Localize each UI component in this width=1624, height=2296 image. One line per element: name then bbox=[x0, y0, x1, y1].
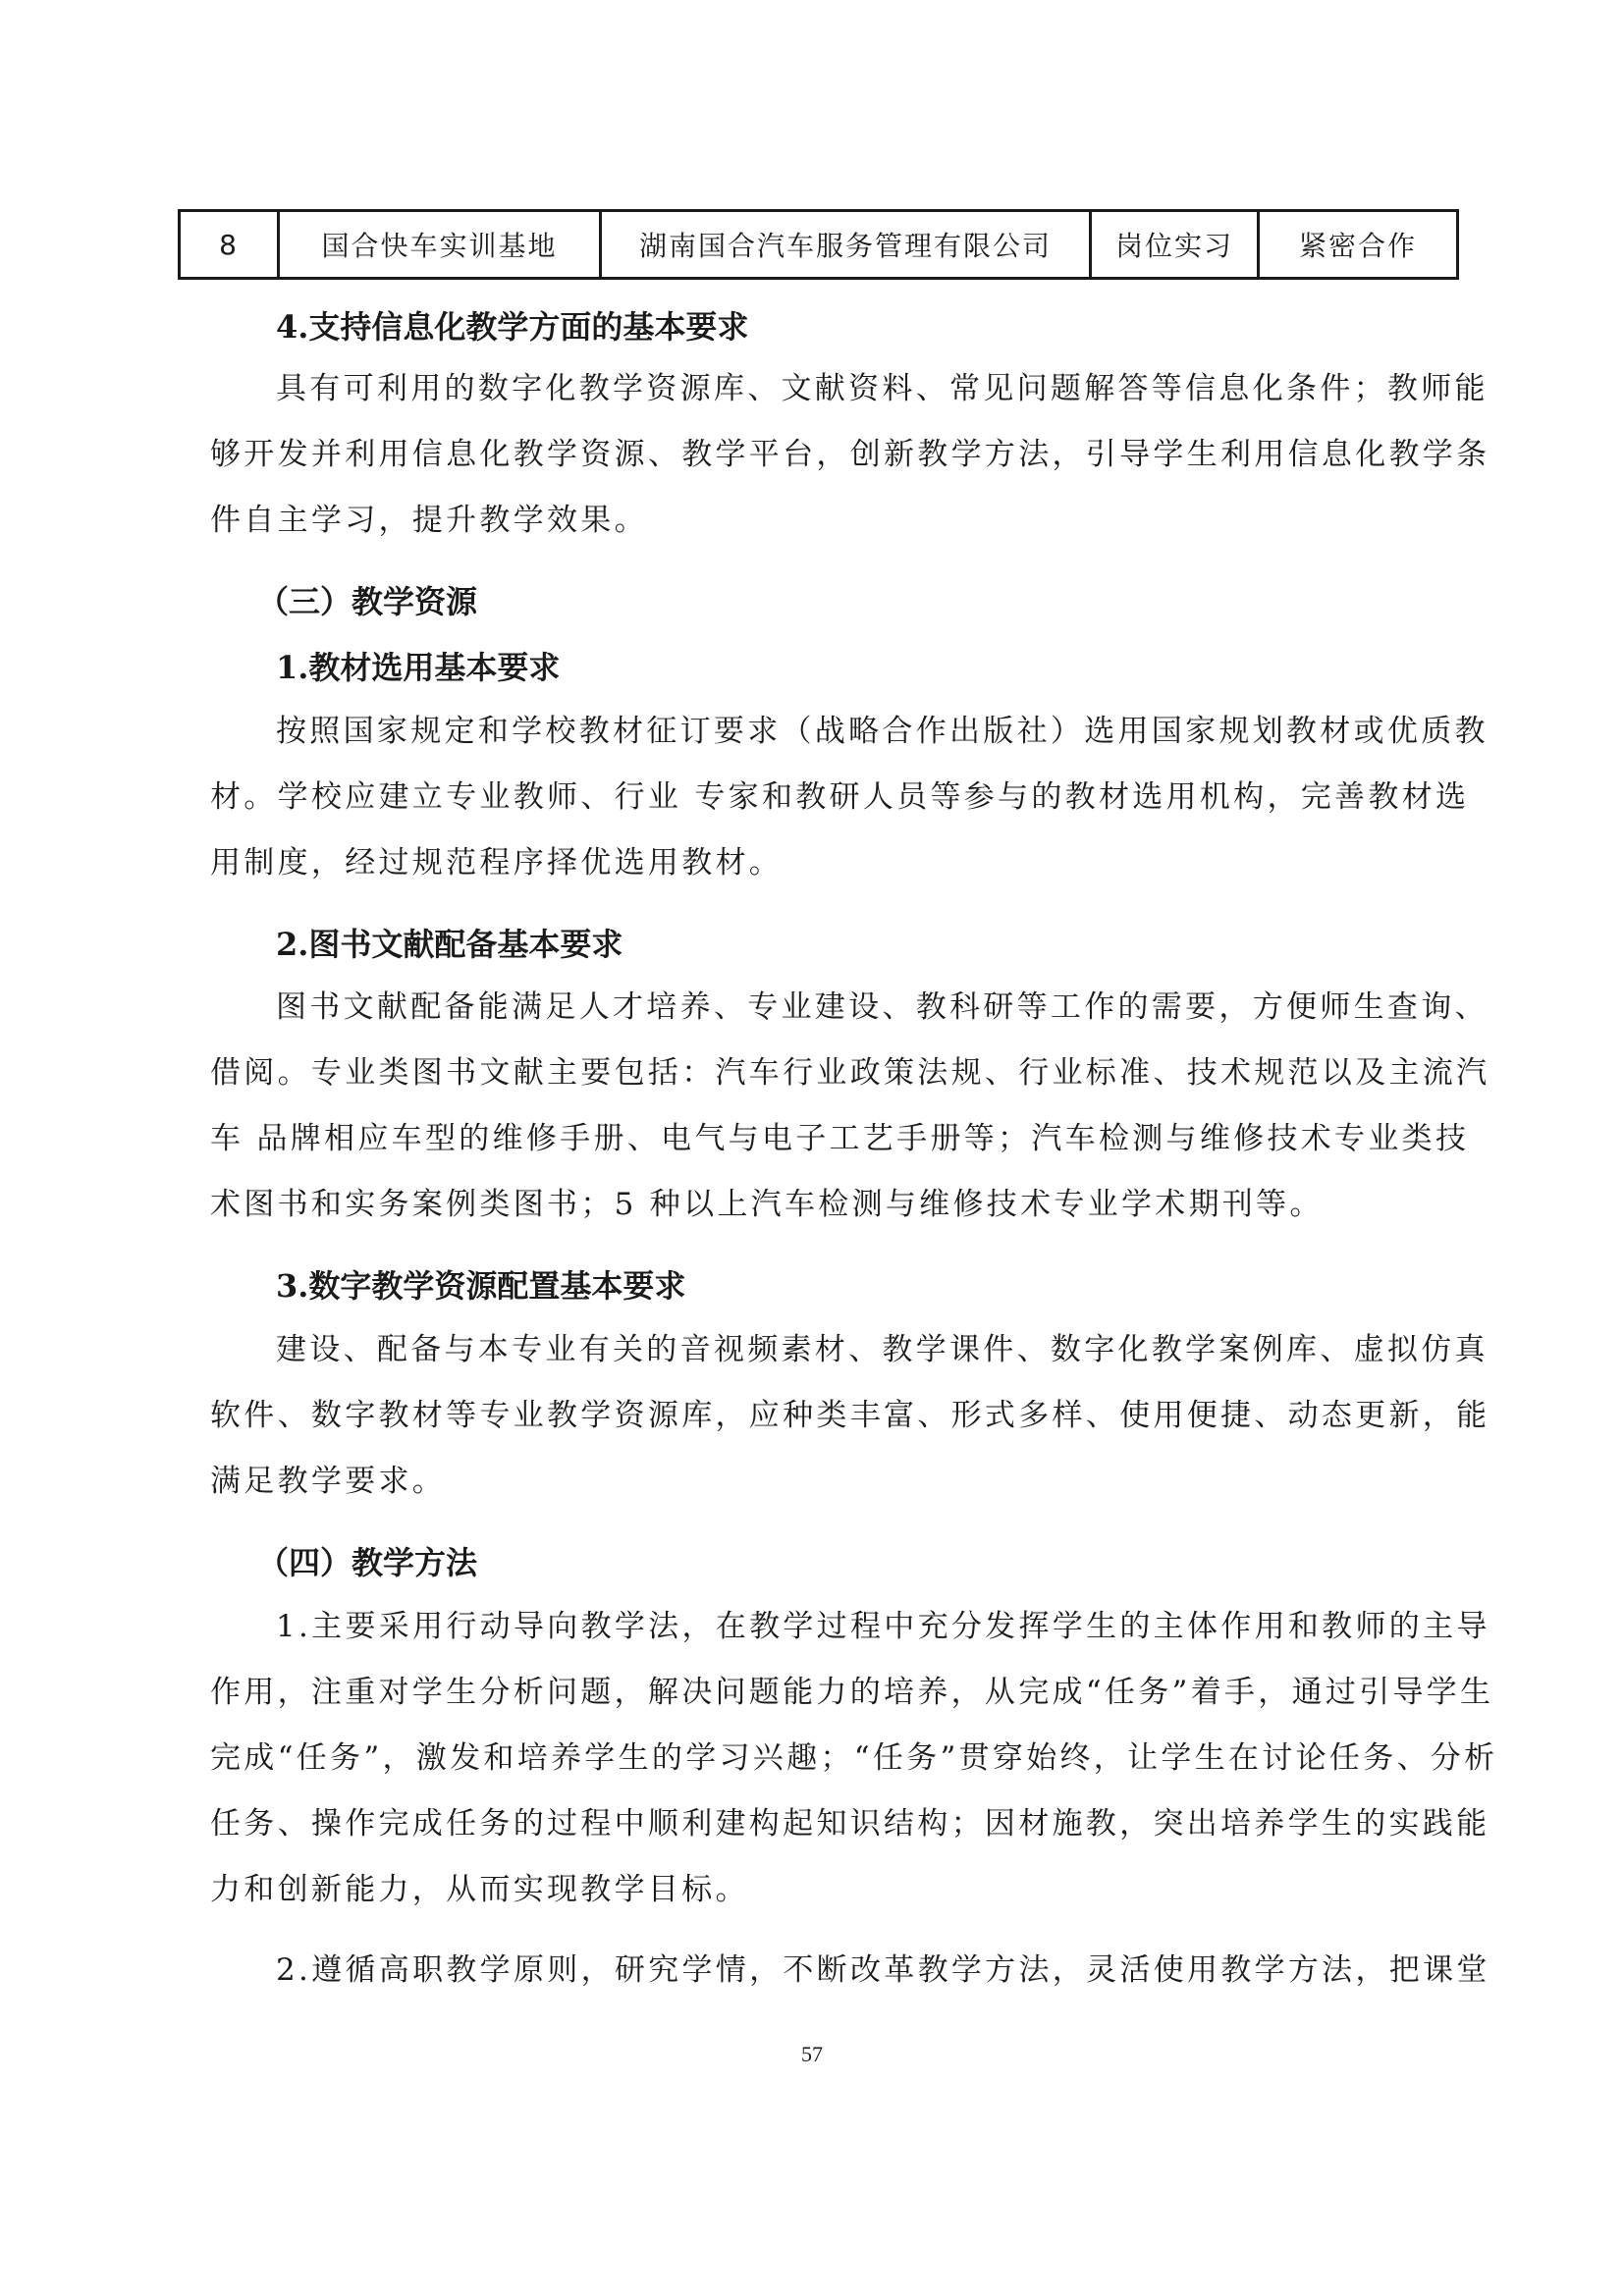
text-line: 具有可利用的数字化教学资源库、文献资料、常见问题解答等信息化条件；教师能 bbox=[276, 371, 1489, 406]
text-line: 材。学校应建立专业教师、行业 专家和教研人员等参与的教材选用机构，完善教材选 bbox=[210, 779, 1470, 815]
text-line: 建设、配备与本专业有关的音视频素材、教学课件、数字化教学案例库、虚拟仿真 bbox=[276, 1332, 1489, 1367]
paragraph bbox=[210, 356, 1490, 554]
text-line: 按照国家规定和学校教材征订要求（战略合作出版社）选用国家规划教材或优质教 bbox=[276, 714, 1489, 749]
paragraph bbox=[210, 975, 1490, 1238]
cell-cooperation: 紧密合作 bbox=[1259, 211, 1458, 279]
text-line: 任务、操作完成任务的过程中顺利建构起知识结构；因材施教，突出培养学生的实践能 bbox=[210, 1806, 1490, 1842]
cell-company: 湖南国合汽车服务管理有限公司 bbox=[601, 211, 1091, 279]
text-line: 2.遵循高职教学原则，研究学情，不断改革教学方法，灵活使用教学方法，把课堂 bbox=[276, 1952, 1490, 1988]
text-line: 完成“任务”，激发和培养学生的学习兴趣；“任务”贯穿始终，让学生在讨论任务、分析 bbox=[210, 1740, 1498, 1776]
text-line: 车 品牌相应车型的维修手册、电气与电子工艺手册等；汽车检测与维修技术专业类技 bbox=[210, 1121, 1470, 1156]
text-line: 图书文献配备能满足人才培养、专业建设、教科研等工作的需要，方便师生查询、 bbox=[276, 989, 1489, 1025]
paragraph bbox=[210, 1594, 1498, 1923]
part-heading: （四）教学方法 bbox=[257, 1544, 478, 1581]
text-line: 软件、数字教材等专业教学资源库，应种类丰富、形式多样、使用便捷、动态更新，能 bbox=[210, 1398, 1490, 1433]
section-heading: 4.支持信息化教学方面的基本要求 bbox=[276, 308, 749, 346]
paragraph bbox=[210, 1317, 1490, 1515]
section-heading: 3.数字教学资源配置基本要求 bbox=[276, 1267, 686, 1305]
training-base-table bbox=[178, 209, 1459, 280]
part-heading: （三）教学资源 bbox=[257, 583, 478, 620]
cell-base-name: 国合快车实训基地 bbox=[279, 211, 601, 279]
text-line: 件自主学习，提升教学效果。 bbox=[210, 503, 648, 538]
section-heading: 1.教材选用基本要求 bbox=[276, 649, 561, 686]
text-line: 力和创新能力，从而实现教学目标。 bbox=[210, 1872, 749, 1907]
text-line: 用制度，经过规范程序择优选用教材。 bbox=[210, 845, 784, 881]
cell-function: 岗位实习 bbox=[1091, 211, 1259, 279]
table-row bbox=[180, 211, 1458, 279]
text-line: 作用，注重对学生分析问题，解决问题能力的培养，从完成“任务”着手，通过引导学生 bbox=[210, 1675, 1494, 1710]
section-heading: 2.图书文献配备基本要求 bbox=[276, 926, 623, 963]
cell-no: 8 bbox=[180, 211, 279, 279]
paragraph bbox=[210, 699, 1489, 896]
text-line: 满足教学要求。 bbox=[210, 1464, 447, 1499]
text-line: 借阅。专业类图书文献主要包括：汽车行业政策法规、行业标准、技术规范以及主流汽 bbox=[210, 1055, 1490, 1091]
text-line: 够开发并利用信息化教学资源、教学平台，创新教学方法，引导学生利用信息化教学条 bbox=[210, 437, 1490, 472]
page-number: 57 bbox=[801, 2042, 823, 2066]
paragraph bbox=[210, 1938, 1490, 2003]
text-line: 1.主要采用行动导向教学法，在教学过程中充分发挥学生的主体作用和教师的主导 bbox=[276, 1609, 1490, 1644]
text-line: 术图书和实务案例类图书；5 种以上汽车检测与维修技术专业学术期刊等。 bbox=[210, 1187, 1324, 1222]
